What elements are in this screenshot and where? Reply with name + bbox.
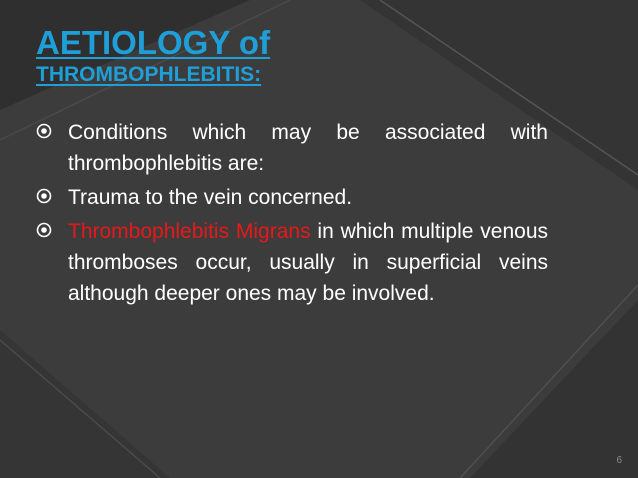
bullet-text-rest: in which multiple venous thromboses occur, usually in superficial veins although deeper ones may be involved.	[68, 220, 548, 305]
circled-dot-icon	[36, 123, 52, 139]
title-line-1: AETIOLOGY of	[36, 24, 271, 61]
bullet-list	[36, 117, 548, 312]
list-item	[36, 182, 548, 213]
circled-dot-icon	[36, 222, 52, 238]
highlight-term: Thrombophlebitis Migrans	[68, 220, 311, 243]
bullet-text: Conditions which may be associated with thrombophlebitis are:	[68, 121, 548, 175]
title-line-2: THROMBOPHLEBITIS:	[36, 63, 262, 86]
bullet-text	[68, 216, 548, 309]
bullet-text: Trauma to the vein concerned.	[68, 186, 353, 209]
list-item	[36, 216, 548, 309]
circled-dot-icon	[36, 188, 52, 204]
page-number: 6	[616, 455, 622, 466]
list-item	[36, 117, 548, 179]
page-title	[36, 24, 270, 88]
